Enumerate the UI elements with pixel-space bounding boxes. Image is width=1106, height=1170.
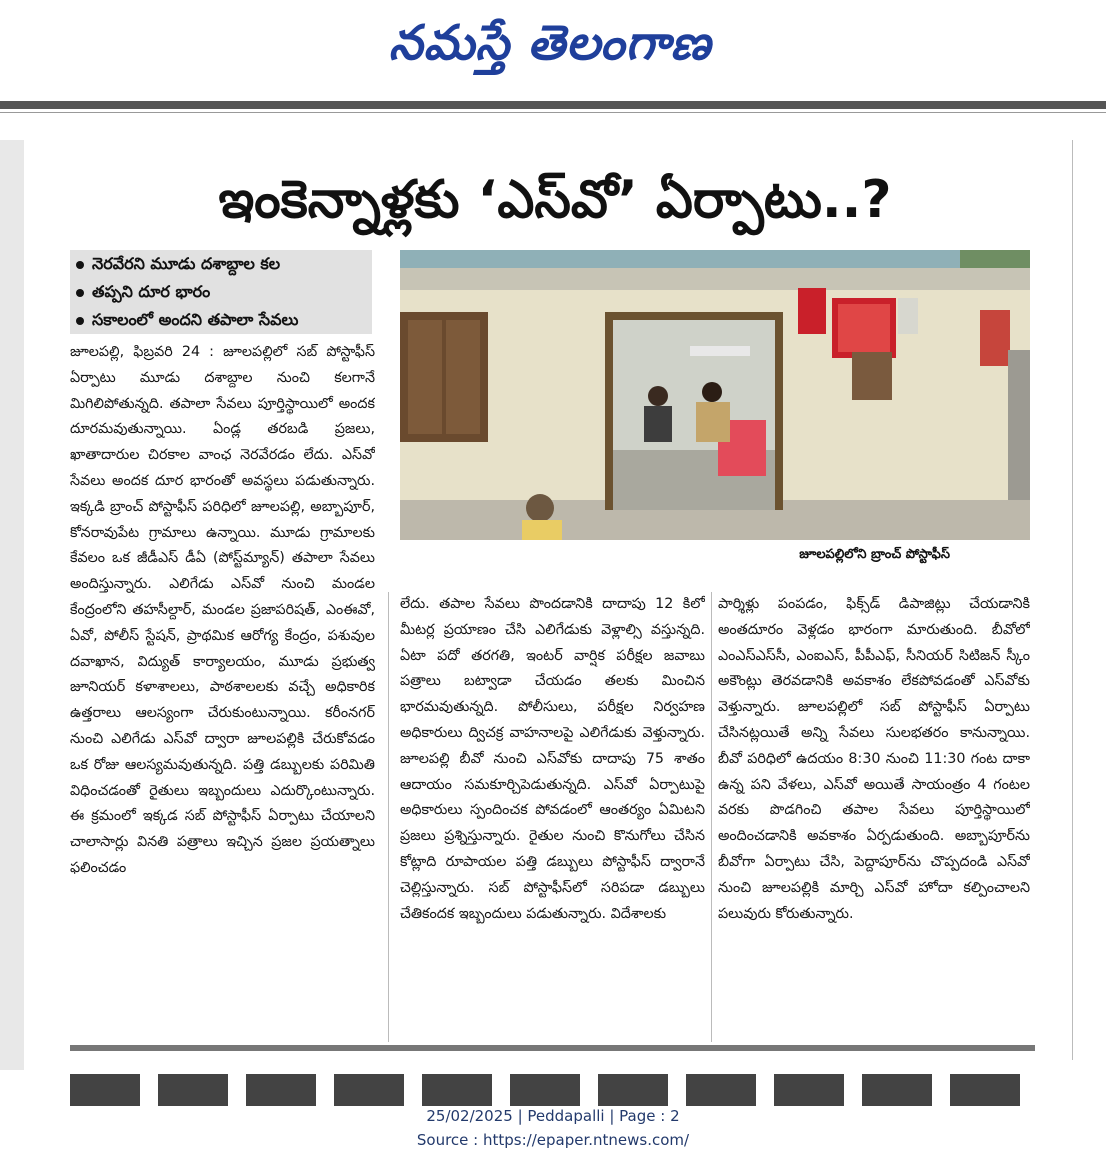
highlight-item: సకాలంలో అందని తపాలా సేవలు — [70, 306, 372, 334]
section-divider — [70, 1045, 1035, 1051]
masthead-divider — [0, 101, 1106, 109]
article-column-1: జూలపల్లి, ఫిబ్రవరి 24 : జూలపల్లిలో సబ్ పోస్టాఫీస్ ఏర్పాటు మూడు దశాబ్దాల నుంచి కలగానే మిగిలిపోతున్నది. తపాలా సేవలు పూర్తిస్థాయిలో అందక దూరమవుతున్నాయి. ఏండ్ల తరబడి ప్రజలు, ఖాతాదారుల చిరకాల వాంఛ నెరవేరడం లేదు. ఎస్‌వో సేవలు అందక దూర భారంతో అవస్థలు పడుతున్నారు. ఇక్కడి బ్రాంచ్ పోస్టాఫీస్ పరిధిలో జూలపల్లి, అబ్బాపూర్, కోనరావుపేట గ్రామాలు ఉన్నాయి. మూడు గ్రామాలకు కేవలం ఒక జీడీఎస్ డీఏ (పోస్ట్‌మ్యాన్) తపాలా సేవలు అందిస్తున్నారు. ఎలిగేడు ఎస్‌వో నుంచి మండల కేంద్రంలోని తహసీల్దార్, మండల ప్రజాపరిషత్, ఎంఈవో, ఏవో, పోలీస్ స్టేషన్, ప్రాథమిక ఆరోగ్య కేంద్రం, పశువుల దవాఖాన, విద్యుత్ కార్యాలయం, మూడు ప్రభుత్వ జూనియర్ కళాశాలలు, పాఠశాలలకు వచ్చే అధికారిక ఉత్తరాలు ఆలస్యంగా చేరుకుంటున్నాయి. కరీంనగర్ నుంచి ఎలిగేడు ఎస్‌వో ద్వారా జూలపల్లికి చేరుకోవడం ఒక రోజు ఆలస్యమవుతున్నది. పత్తి డబ్బులకు పరిమితి విధించడంతో రైతులు ఇబ్బందులు ఎదుర్కొంటున్నారు. ఈ క్రమంలో ఇక్కడ సబ్ పోస్టాఫీస్ ఏర్పాటు చేయాలని చాలాసార్లు వినతి పత్రాలు ఇచ్చిన ప్రజల ప్రయత్నాలు ఫలించడం — [70, 344, 375, 876]
footer-edition-info: 25/02/2025 | Peddapalli | Page : 2 — [426, 1107, 680, 1125]
bullet-icon — [76, 261, 84, 269]
cropped-headline-glyphs — [70, 1074, 1035, 1106]
post-office-photo — [400, 250, 1030, 540]
highlight-item: నెరవేరని మూడు దశాబ్దాల కల — [70, 250, 372, 278]
newspaper-logo: నమస్తే తెలంగాణ — [388, 15, 712, 71]
masthead-divider-thin — [0, 112, 1106, 113]
masthead — [0, 0, 1106, 100]
article-headline: ఇంకెన్నాళ్లకు ‘ఎస్‌వో’ ఏర్పాటు..? — [218, 170, 892, 230]
article-column-3: పార్శిళ్లు పంపడం, ఫిక్స్‌డ్ డిపాజిట్లు చేయడానికి అంతదూరం వెళ్లడం భారంగా మారుతుంది. బీవోలో ఎంఎస్‌ఎస్‌సీ, ఎంఐఎస్, పీపీఎఫ్, సీనియర్ సిటిజన్ స్కీం అకౌంట్లు తెరవడానికి అవకాశం లేకపోవడంతో ఎస్‌వోకు వెళ్తున్నారు. జూలపల్లిలో సబ్ పోస్టాఫీస్ ఏర్పాటు చేసినట్లయితే అన్ని సేవలు సులభతరం కానున్నాయి. బీవో పరిధిలో ఉదయం 8:30 నుంచి 11:30 గంట దాకా ఉన్న పని వేళలు, ఎస్‌వో అయితే సాయంత్రం 4 గంటల వరకు పొడగించి తపాల సేవలు పూర్తిస్థాయిలో అందించడానికి అవకాశం ఏర్పడుతుంది. అబ్బాపూర్‌ను బీవోగా ఏర్పాటు చేసి, పెద్దాపూర్‌ను చొప్పదండి ఎస్‌వో నుంచి జూలపల్లికి మార్చి ఎస్‌వో హోదా కల్పించాలని పలువురు కోరుతున్నారు. — [718, 596, 1030, 922]
article-column-2: లేదు. తపాల సేవలు పొందడానికి దాదాపు 12 కిలో మీటర్ల ప్రయాణం చేసి ఎలిగేడుకు వెళ్లాల్సి వస్తున్నది. ఏటా పదో తరగతి, ఇంటర్ వార్షిక పరీక్షల జవాబు పత్రాలు బట్వాడా చేయడం తలకు మించిన భారమవుతున్నది. పోలీసులు, పరీక్షల నిర్వహణ అధికారులు ద్విచక్ర వాహనాలపై ఎలిగేడుకు వెళ్తున్నారు. జూలపల్లి బీవో నుంచి ఎస్‌వోకు దాదాపు 75 శాతం ఆదాయం సమకూర్చిపెడుతున్నది. ఎస్‌వో ఏర్పాటుపై అధికారులు స్పందించక పోవడంలో ఆంతర్యం ఏమిటని ప్రజలు ప్రశ్నిస్తున్నారు. రైతుల నుంచి కొనుగోలు చేసిన కోట్లాది రూపాయల పత్తి డబ్బులు పోస్టాఫీస్ ద్వారానే చెల్లిస్తున్నారు. సబ్ పోస్టాఫీస్‌లో సరిపడా డబ్బులు చేతికందక ఇబ్బందులు పడుతున్నారు. విదేశాలకు — [400, 596, 705, 922]
highlights-box — [70, 250, 372, 334]
column-divider — [711, 592, 712, 1042]
bullet-icon — [76, 317, 84, 325]
page-footer — [0, 1104, 1106, 1152]
page-margin-shade — [0, 140, 24, 1070]
photo-illustration — [400, 250, 1030, 540]
next-headline-cropped — [70, 1062, 1035, 1106]
photo-caption: జూలపల్లిలోని బ్రాంచ్ పోస్టాఫీస్ — [799, 547, 950, 562]
bullet-icon — [76, 289, 84, 297]
footer-source-link[interactable]: Source : https://epaper.ntnews.com/ — [416, 1131, 690, 1149]
highlight-item: తప్పని దూర భారం — [70, 278, 372, 306]
column-divider — [388, 592, 389, 1042]
column-border-right — [1072, 140, 1073, 1060]
